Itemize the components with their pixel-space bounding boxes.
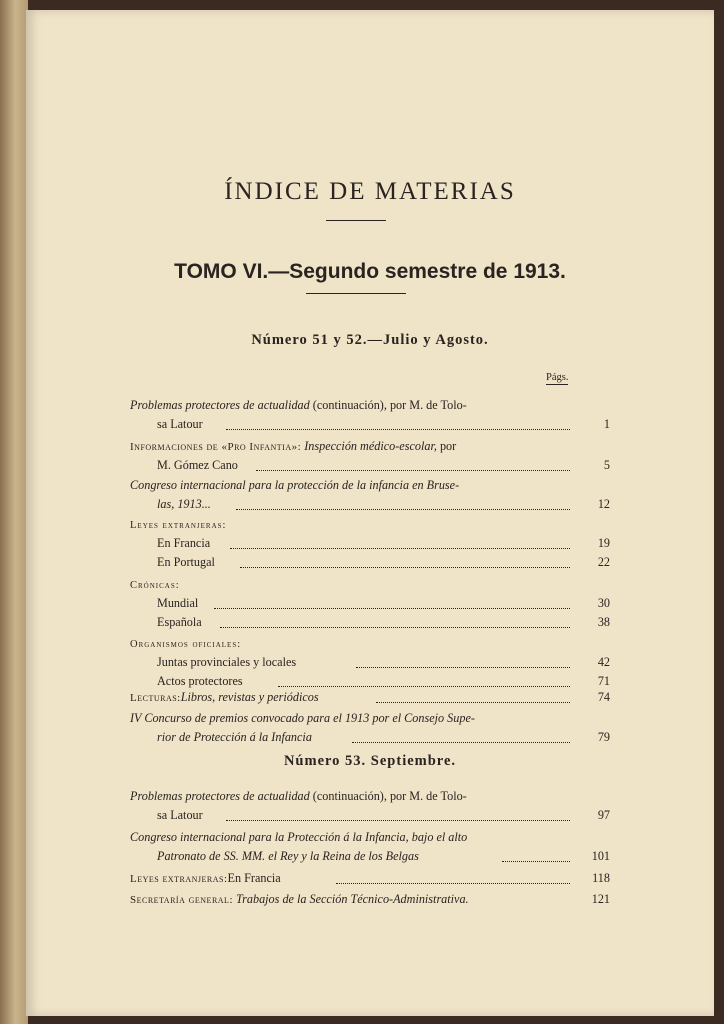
- book-page: [26, 10, 714, 1016]
- entry-page: 118: [592, 871, 610, 885]
- toc-entry: [130, 787, 610, 825]
- entry-title: Problemas protectores de actualidad: [130, 789, 310, 803]
- toc-category: [130, 515, 610, 572]
- list-item: En Francia 19: [157, 536, 610, 550]
- entry-category: Leyes extranjeras:: [130, 873, 228, 885]
- entry-title-cont: las, 1913...: [157, 497, 211, 511]
- entry-title: Libros, revistas y periódicos: [180, 690, 319, 704]
- entry-page: 74: [597, 690, 610, 704]
- list-item: Juntas provinciales y locales 42: [157, 655, 610, 669]
- leader-dots: [236, 509, 570, 510]
- entry-page: 5: [603, 458, 610, 472]
- toc-entry: [130, 437, 610, 475]
- entry-page: 101: [591, 849, 610, 863]
- section-heading-53: Número 53. Septiembre.: [283, 753, 457, 769]
- toc-entry: [130, 709, 610, 747]
- list-item: En Portugal 22: [157, 555, 610, 569]
- book-spine: [0, 0, 28, 1024]
- toc-entry: [130, 890, 610, 909]
- toc-entry: [130, 396, 610, 434]
- entry-page: 12: [597, 497, 610, 511]
- entry-title-cont: rior de Protección á la Infancia: [157, 730, 312, 744]
- entry-page: 79: [597, 730, 610, 744]
- pages-column-label: Págs.: [546, 372, 569, 383]
- entry-title-rest: por: [436, 439, 457, 453]
- leader-dots: [226, 820, 570, 821]
- toc-category: [130, 634, 610, 691]
- entry-title: IV Concurso de premios convocado para el 1913 por el Consejo Supe-: [130, 711, 475, 725]
- entry-page: 97: [597, 808, 610, 822]
- toc-category: [130, 575, 610, 632]
- toc-entry: [130, 828, 610, 866]
- leader-dots: [376, 702, 570, 703]
- entry-category: Informaciones de «Pro Infantia»:: [130, 441, 302, 453]
- entry-author: M. Gómez Cano: [157, 458, 238, 472]
- entry-title: Problemas protectores de actualidad: [130, 398, 310, 412]
- entry-page: 1: [603, 417, 610, 431]
- category-label: Organismos oficiales:: [130, 639, 242, 650]
- entry-title: Congreso internacional para la Protección á la Infancia, bajo el alto: [130, 830, 468, 844]
- entry-title: Trabajos de la Sección Técnico-Administrativa.: [233, 892, 469, 906]
- list-item: Española 38: [157, 615, 610, 629]
- toc-entry: [130, 476, 610, 514]
- entry-author: sa Latour: [157, 808, 203, 822]
- toc-entry: [130, 869, 610, 888]
- toc-entry: [130, 688, 610, 707]
- entry-title-rest: (continuación), por M. de Tolo-: [309, 398, 467, 412]
- category-label: Leyes extranjeras:: [130, 520, 227, 531]
- entry-title: Inspección médico-escolar,: [301, 439, 437, 453]
- entry-title: En Francia: [227, 871, 281, 885]
- volume-rule: [306, 293, 406, 294]
- leader-dots: [502, 861, 570, 862]
- entry-title-cont: Patronato de SS. MM. el Rey y la Reina de los Belgas: [157, 849, 419, 863]
- title-rule: [326, 220, 386, 221]
- entry-category: Lecturas:: [130, 692, 181, 704]
- entry-title: Congreso internacional para la protección de la infancia en Bruse-: [130, 478, 460, 492]
- list-item: Mundial 30: [157, 596, 610, 610]
- leader-dots: [352, 742, 570, 743]
- entry-title-rest: (continuación), por M. de Tolo-: [309, 789, 467, 803]
- page-title: ÍNDICE DE MATERIAS: [224, 178, 516, 205]
- entry-page: 121: [591, 892, 610, 906]
- leader-dots: [336, 883, 570, 884]
- leader-dots: [256, 470, 570, 471]
- leader-dots: [226, 429, 570, 430]
- volume-heading: TOMO VI.—Segundo semestre de 1913.: [174, 260, 566, 283]
- entry-author: sa Latour: [157, 417, 203, 431]
- category-label: Crónicas:: [130, 580, 180, 591]
- section-heading-51-52: Número 51 y 52.—Julio y Agosto.: [251, 332, 489, 348]
- entry-category: Secretaría general:: [130, 894, 233, 906]
- list-item: Actos protectores 71: [157, 674, 610, 688]
